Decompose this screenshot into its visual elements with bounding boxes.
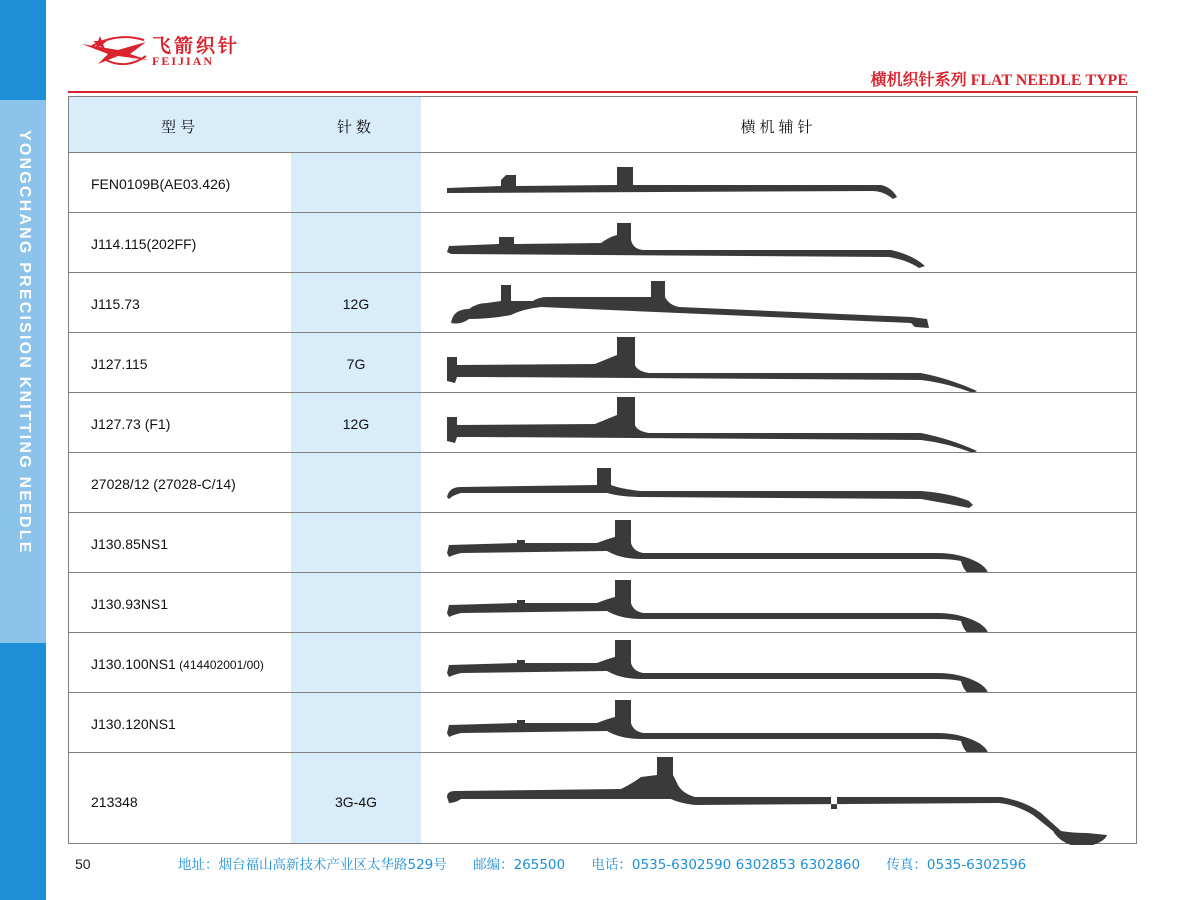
table-row <box>69 272 1136 332</box>
table-row <box>69 212 1136 272</box>
side-bar-bottom <box>0 643 46 900</box>
table-row <box>69 332 1136 392</box>
needle-image <box>421 393 1136 453</box>
contact-footer <box>178 853 1048 873</box>
gauge-cell <box>291 453 421 511</box>
header-model: 型号 <box>160 118 199 136</box>
footer-fax: 传真：0535-6302596 <box>886 857 1027 873</box>
gauge-cell <box>291 213 421 271</box>
needle-table <box>68 96 1137 844</box>
model-number: J130.85NS1 <box>91 536 169 552</box>
table-row <box>69 692 1136 752</box>
model-cell <box>91 573 168 631</box>
gauge-cell <box>291 513 421 571</box>
page-number: 50 <box>75 856 91 872</box>
brand-name-en: FEIJIAN <box>152 54 215 68</box>
gauge-cell: 7G <box>346 356 366 372</box>
header-image: 横机辅针 <box>740 118 817 136</box>
table-row <box>69 152 1136 212</box>
table-row <box>69 392 1136 452</box>
gauge-cell <box>291 693 421 751</box>
needle-image <box>421 513 1136 573</box>
table-row <box>69 632 1136 692</box>
footer-postcode: 邮编：265500 <box>473 857 566 873</box>
table-row <box>69 512 1136 572</box>
model-cell <box>91 213 196 271</box>
model-cell <box>91 753 138 847</box>
side-banner-text: YONGCHANG PRECISION KNITTING NEEDLE <box>16 130 33 555</box>
model-alt-number: (414402001/00) <box>175 658 264 672</box>
series-title: 横机织针系列 FLAT NEEDLE TYPE <box>870 72 1128 89</box>
title-divider <box>68 91 1138 93</box>
gauge-cell <box>291 153 421 211</box>
side-bar-top <box>0 0 46 100</box>
model-number: J130.100NS1 <box>91 656 176 672</box>
needle-image <box>421 453 1136 513</box>
header-count: 针数 <box>336 118 375 136</box>
model-cell <box>91 273 140 331</box>
table-row <box>69 572 1136 632</box>
needle-image <box>421 693 1136 753</box>
gauge-cell <box>291 573 421 631</box>
model-cell <box>91 513 168 571</box>
needle-image <box>421 213 1136 273</box>
needle-image <box>421 333 1136 393</box>
table-row <box>69 752 1136 848</box>
footer-address: 地址：烟台福山高新技术产业区太华路529号 <box>178 857 447 873</box>
model-number: J114.115(202FF) <box>91 236 197 252</box>
model-cell <box>91 333 148 391</box>
model-cell <box>91 153 230 211</box>
model-number: J127.115 <box>91 356 148 372</box>
model-number: J115.73 <box>91 296 140 312</box>
model-number: FEN0109B(AE03.426) <box>91 176 231 192</box>
footer-phone: 电话：0535-6302590 6302853 6302860 <box>591 857 861 873</box>
needle-image <box>421 753 1136 849</box>
gauge-cell <box>291 633 421 691</box>
needle-image <box>421 153 1136 213</box>
gauge-cell: 12G <box>342 296 370 312</box>
model-number: J127.73 (F1) <box>91 416 171 432</box>
model-cell <box>91 453 236 511</box>
model-number: 213348 <box>91 794 138 810</box>
table-row <box>69 452 1136 512</box>
model-number: 27028/12 (27028-C/14) <box>91 476 236 492</box>
gauge-cell: 12G <box>342 416 370 432</box>
model-cell <box>91 393 170 451</box>
model-number: J130.93NS1 <box>91 596 169 612</box>
needle-image <box>421 573 1136 633</box>
brand-name-cn: 飞箭织针 <box>152 35 241 57</box>
model-cell <box>91 633 264 691</box>
needle-image <box>421 633 1136 693</box>
needle-image <box>421 273 1136 333</box>
gauge-cell: 3G-4G <box>334 794 377 810</box>
model-number: J130.120NS1 <box>91 716 176 732</box>
model-cell <box>91 693 176 751</box>
